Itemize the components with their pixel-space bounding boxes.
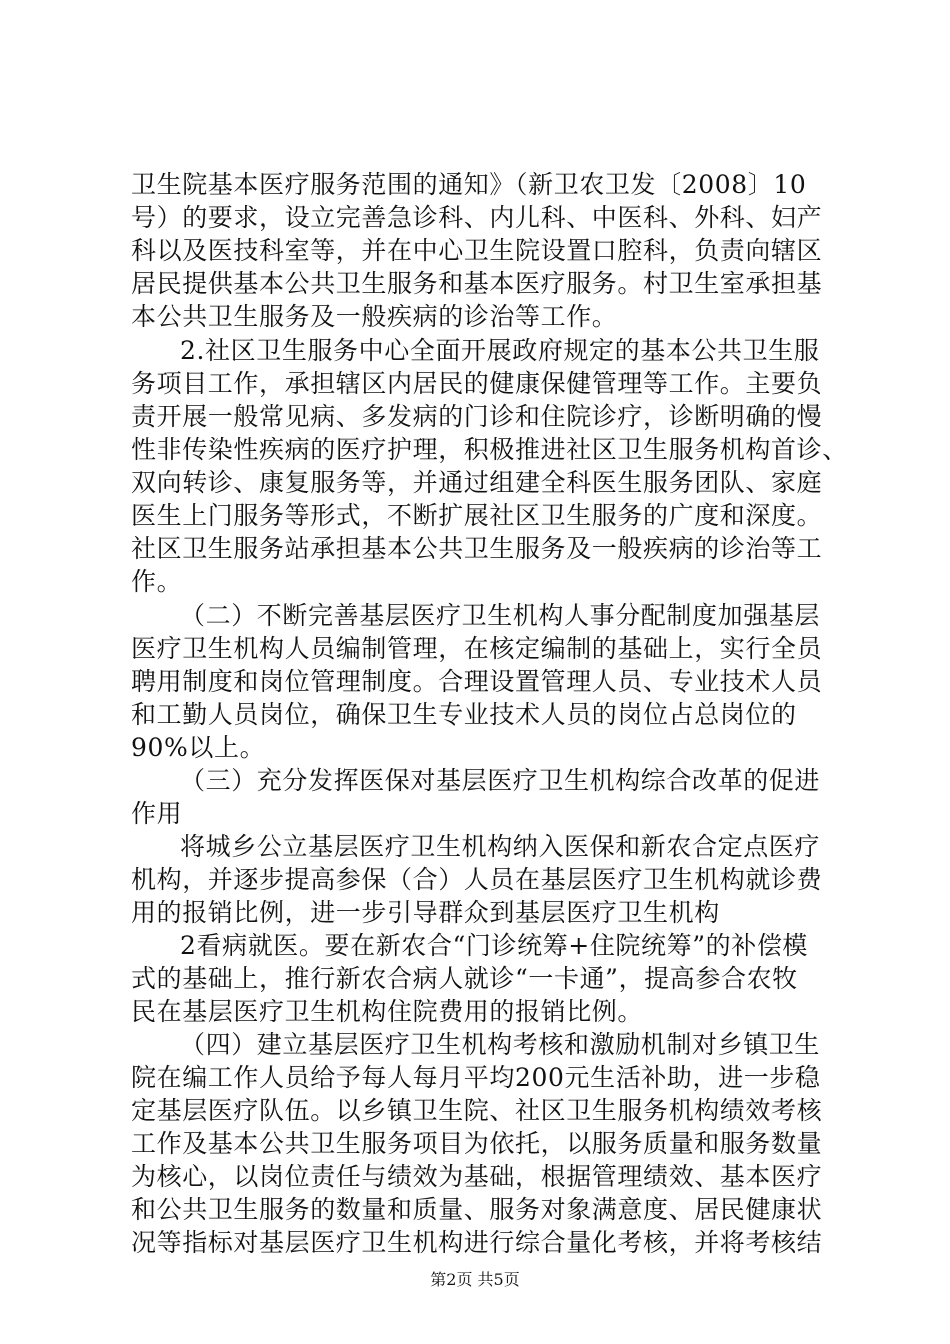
text-line: 式的基础上，推行新农合病人就诊“一卡通”，提高参合农牧: [131, 964, 798, 993]
text-line: 性非传染性疾病的医疗护理，积极推进社区卫生服务机构首诊、: [131, 435, 848, 464]
text-line: 90%以上。: [131, 733, 266, 762]
text-line: 科以及医技科室等，并在中心卫生院设置口腔科，负责向辖区: [131, 236, 823, 265]
text-line: 作用: [131, 799, 183, 828]
text-line: （四）建立基层医疗卫生机构考核和激励机制对乡镇卫生: [180, 1030, 821, 1059]
text-line: 双向转诊、康复服务等，并通过组建全科医生服务团队、家庭: [131, 468, 823, 497]
text-line: 居民提供基本公共卫生服务和基本医疗服务。村卫生室承担基: [131, 269, 823, 298]
page-footer: 第2页 共5页: [430, 1270, 520, 1289]
text-line: 作。: [131, 567, 183, 596]
text-line: 聘用制度和岗位管理制度。合理设置管理人员、专业技术人员: [131, 667, 823, 696]
text-line: 工作及基本公共卫生服务项目为依托，以服务质量和服务数量: [131, 1129, 823, 1158]
text-line: 将城乡公立基层医疗卫生机构纳入医保和新农合定点医疗: [180, 832, 821, 861]
text-line: 院在编工作人员给予每人每月平均200元生活补助，进一步稳: [131, 1063, 821, 1092]
text-line: 机构，并逐步提高参保（合）人员在基层医疗卫生机构就诊费: [131, 865, 823, 894]
text-line: 卫生院基本医疗服务范围的通知》（新卫农卫发〔2008〕10: [131, 170, 807, 199]
text-line: 本公共卫生服务及一般疾病的诊治等工作。: [131, 302, 618, 331]
text-line: 和工勤人员岗位，确保卫生专业技术人员的岗位占总岗位的: [131, 700, 797, 729]
text-line: （三）充分发挥医保对基层医疗卫生机构综合改革的促进: [180, 766, 821, 795]
text-line: 医生上门服务等形式，不断扩展社区卫生服务的广度和深度。: [131, 501, 823, 530]
text-line: 定基层医疗队伍。以乡镇卫生院、社区卫生服务机构绩效考核: [131, 1096, 823, 1125]
text-line: 2看病就医。要在新农合“门诊统筹+住院统筹”的补偿模: [180, 931, 809, 960]
text-line: 民在基层医疗卫生机构住院费用的报销比例。: [131, 997, 644, 1026]
text-line: 和公共卫生服务的数量和质量、服务对象满意度、居民健康状: [131, 1195, 823, 1224]
text-line: 医疗卫生机构人员编制管理，在核定编制的基础上，实行全员: [131, 634, 823, 663]
text-line: 用的报销比例，进一步引导群众到基层医疗卫生机构: [131, 898, 720, 927]
text-line: 务项目工作，承担辖区内居民的健康保健管理等工作。主要负: [131, 369, 823, 398]
text-line: 社区卫生服务站承担基本公共卫生服务及一般疾病的诊治等工: [131, 534, 823, 563]
text-line: 2.社区卫生服务中心全面开展政府规定的基本公共卫生服: [180, 336, 820, 365]
text-line: 为核心，以岗位责任与绩效为基础，根据管理绩效、基本医疗: [131, 1162, 823, 1191]
text-line: （二）不断完善基层医疗卫生机构人事分配制度加强基层: [180, 601, 821, 630]
text-line: 责开展一般常见病、多发病的门诊和住院诊疗，诊断明确的慢: [131, 402, 823, 431]
text-line: 况等指标对基层医疗卫生机构进行综合量化考核，并将考核结: [131, 1228, 823, 1257]
text-line: 号）的要求，设立完善急诊科、内儿科、中医科、外科、妇产: [131, 203, 823, 232]
